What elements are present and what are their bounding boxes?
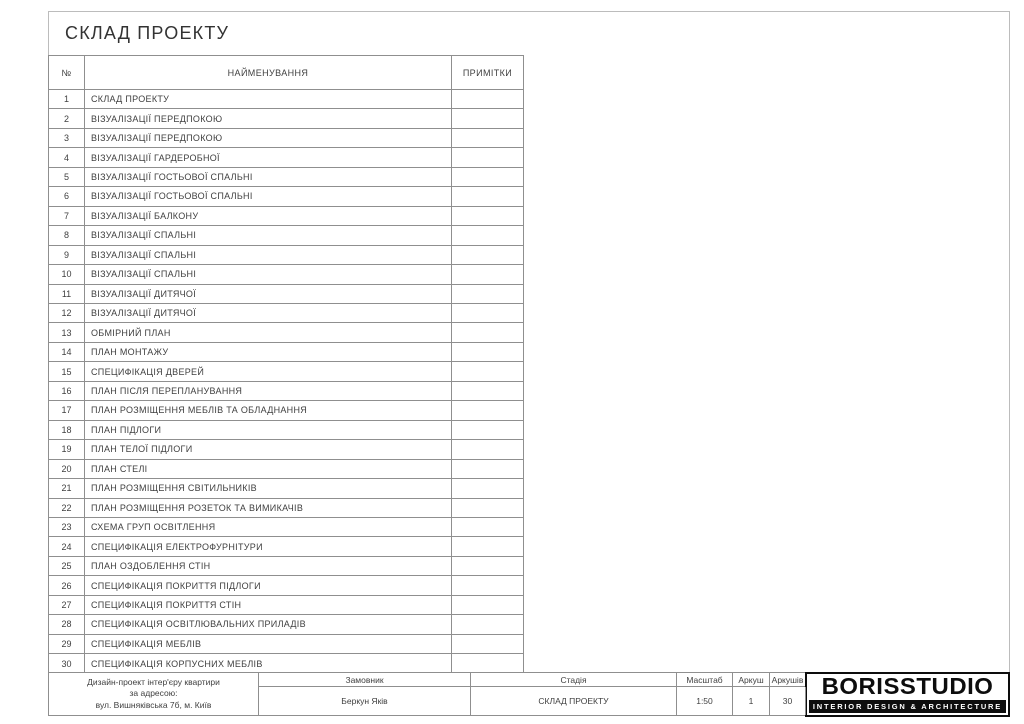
- row-name: ВІЗУАЛІЗАЦІЇ СПАЛЬНІ: [85, 226, 452, 244]
- row-notes: [452, 654, 523, 673]
- row-number: 6: [49, 187, 85, 205]
- row-name: ПЛАН МОНТАЖУ: [85, 343, 452, 361]
- row-name: СПЕЦИФІКАЦІЯ ЕЛЕКТРОФУРНІТУРИ: [85, 537, 452, 555]
- row-number: 8: [49, 226, 85, 244]
- row-name: ПЛАН СТЕЛІ: [85, 460, 452, 478]
- row-name: ПЛАН ОЗДОБЛЕННЯ СТІН: [85, 557, 452, 575]
- table-row: [49, 323, 523, 342]
- table-row: [49, 362, 523, 381]
- row-name: ВІЗУАЛІЗАЦІЇ ГАРДЕРОБНОЇ: [85, 148, 452, 166]
- project-contents-table: [48, 55, 524, 675]
- row-number: 19: [49, 440, 85, 458]
- row-number: 26: [49, 576, 85, 594]
- table-row: [49, 382, 523, 401]
- row-notes: [452, 285, 523, 303]
- row-notes: [452, 518, 523, 536]
- client-label: Замовник: [259, 673, 471, 687]
- table-row: [49, 615, 523, 634]
- row-name: СПЕЦИФІКАЦІЯ ПОКРИТТЯ ПІДЛОГИ: [85, 576, 452, 594]
- sheet-value: 1: [733, 687, 770, 715]
- row-number: 20: [49, 460, 85, 478]
- table-header-notes: ПРИМІТКИ: [462, 67, 513, 78]
- row-number: 4: [49, 148, 85, 166]
- table-row: [49, 90, 523, 109]
- row-number: 10: [49, 265, 85, 283]
- row-name: СПЕЦИФІКАЦІЯ ОСВІТЛЮВАЛЬНИХ ПРИЛАДІВ: [85, 615, 452, 633]
- row-number: 25: [49, 557, 85, 575]
- sheets-label: Аркушів: [770, 673, 806, 687]
- table-row: [49, 654, 523, 673]
- row-notes: [452, 401, 523, 419]
- row-name: СХЕМА ГРУП ОСВІТЛЕННЯ: [85, 518, 452, 536]
- row-name: ПЛАН ТЕЛОЇ ПІДЛОГИ: [85, 440, 452, 458]
- table-row: [49, 343, 523, 362]
- row-notes: [452, 226, 523, 244]
- table-row: [49, 168, 523, 187]
- row-name: ПЛАН РОЗМІЩЕННЯ МЕБЛІВ ТА ОБЛАДНАННЯ: [85, 401, 452, 419]
- row-notes: [452, 460, 523, 478]
- row-number: 11: [49, 285, 85, 303]
- table-row: [49, 596, 523, 615]
- client-value: Беркун Яків: [259, 687, 471, 715]
- row-number: 21: [49, 479, 85, 497]
- row-name: ВІЗУАЛІЗАЦІЇ СПАЛЬНІ: [85, 265, 452, 283]
- row-number: 12: [49, 304, 85, 322]
- row-number: 29: [49, 635, 85, 653]
- row-name: СПЕЦИФІКАЦІЯ ПОКРИТТЯ СТІН: [85, 596, 452, 614]
- row-number: 7: [49, 207, 85, 225]
- row-number: 30: [49, 654, 85, 673]
- row-notes: [452, 323, 523, 341]
- table-row: [49, 304, 523, 323]
- row-notes: [452, 421, 523, 439]
- project-description-line3: вул. Вишняківська 7б, м. Київ: [95, 699, 212, 710]
- row-name: ВІЗУАЛІЗАЦІЇ ДИТЯЧОЇ: [85, 304, 452, 322]
- row-name: ВІЗУАЛІЗАЦІЇ ДИТЯЧОЇ: [85, 285, 452, 303]
- row-name: ПЛАН РОЗМІЩЕННЯ СВІТИЛЬНИКІВ: [85, 479, 452, 497]
- scale-value: 1:50: [677, 687, 733, 715]
- row-notes: [452, 635, 523, 653]
- table-row: [49, 518, 523, 537]
- row-notes: [452, 362, 523, 380]
- row-notes: [452, 343, 523, 361]
- table-row: [49, 557, 523, 576]
- table-header-name: НАЙМЕНУВАННЯ: [85, 56, 452, 89]
- row-name: СКЛАД ПРОЕКТУ: [85, 90, 452, 108]
- row-notes: [452, 440, 523, 458]
- row-notes: [452, 168, 523, 186]
- table-row: [49, 109, 523, 128]
- row-number: 22: [49, 499, 85, 517]
- row-name: ВІЗУАЛІЗАЦІЇ ПЕРЕДПОКОЮ: [85, 129, 452, 147]
- table-row: [49, 537, 523, 556]
- row-notes: [452, 537, 523, 555]
- row-notes: [452, 304, 523, 322]
- row-notes: [452, 479, 523, 497]
- stage-value: СКЛАД ПРОЕКТУ: [471, 687, 677, 715]
- page-title: СКЛАД ПРОЕКТУ: [65, 23, 230, 43]
- row-notes: [452, 382, 523, 400]
- row-notes: [452, 615, 523, 633]
- row-notes: [452, 90, 523, 108]
- sheet-label: Аркуш: [733, 673, 770, 687]
- table-row: [49, 401, 523, 420]
- scale-label: Масштаб: [677, 673, 733, 687]
- sheets-value: 30: [770, 687, 806, 715]
- row-name: ВІЗУАЛІЗАЦІЇ СПАЛЬНІ: [85, 246, 452, 264]
- row-notes: [452, 187, 523, 205]
- table-row: [49, 226, 523, 245]
- row-number: 15: [49, 362, 85, 380]
- row-number: 24: [49, 537, 85, 555]
- row-notes: [452, 129, 523, 147]
- row-number: 13: [49, 323, 85, 341]
- studio-logo-tagline: INTERIOR DESIGN & ARCHITECTURE: [809, 700, 1006, 714]
- table-row: [49, 265, 523, 284]
- studio-logo: [805, 672, 1010, 717]
- table-row: [49, 635, 523, 654]
- row-notes: [452, 148, 523, 166]
- project-description: [49, 673, 259, 715]
- stage-label: Стадія: [471, 673, 677, 687]
- row-number: 27: [49, 596, 85, 614]
- table-row: [49, 421, 523, 440]
- table-row: [49, 207, 523, 226]
- title-block: [48, 672, 1010, 716]
- row-name: ПЛАН РОЗМІЩЕННЯ РОЗЕТОК ТА ВИМИКАЧІВ: [85, 499, 452, 517]
- row-name: СПЕЦИФІКАЦІЯ ДВЕРЕЙ: [85, 362, 452, 380]
- row-number: 28: [49, 615, 85, 633]
- table-row: [49, 440, 523, 459]
- row-name: ВІЗУАЛІЗАЦІЇ ПЕРЕДПОКОЮ: [85, 109, 452, 127]
- table-row: [49, 479, 523, 498]
- row-name: ОБМІРНИЙ ПЛАН: [85, 323, 452, 341]
- table-row: [49, 187, 523, 206]
- row-number: 16: [49, 382, 85, 400]
- project-description-line2: за адресою:: [129, 688, 178, 699]
- table-row: [49, 576, 523, 595]
- row-notes: [452, 207, 523, 225]
- row-number: 17: [49, 401, 85, 419]
- row-notes: [452, 265, 523, 283]
- row-notes: [452, 499, 523, 517]
- table-row: [49, 246, 523, 265]
- row-notes: [452, 109, 523, 127]
- table-row: [49, 129, 523, 148]
- row-name: СПЕЦИФІКАЦІЯ МЕБЛІВ: [85, 635, 452, 653]
- row-number: 5: [49, 168, 85, 186]
- row-notes: [452, 596, 523, 614]
- project-description-line1: Дизайн-проект інтер'єру квартири: [87, 677, 220, 688]
- row-name: ВІЗУАЛІЗАЦІЇ ГОСТЬОВОЇ СПАЛЬНІ: [85, 168, 452, 186]
- row-name: СПЕЦИФІКАЦІЯ КОРПУСНИХ МЕБЛІВ: [85, 654, 452, 673]
- table-header-row: [49, 56, 523, 90]
- row-number: 2: [49, 109, 85, 127]
- table-body: [49, 90, 523, 674]
- row-name: ПЛАН ПІДЛОГИ: [85, 421, 452, 439]
- table-row: [49, 460, 523, 479]
- row-number: 1: [49, 90, 85, 108]
- row-number: 23: [49, 518, 85, 536]
- row-name: ВІЗУАЛІЗАЦІЇ БАЛКОНУ: [85, 207, 452, 225]
- row-notes: [452, 576, 523, 594]
- table-row: [49, 285, 523, 304]
- row-notes: [452, 557, 523, 575]
- table-header-num: №: [49, 56, 85, 89]
- row-notes: [452, 246, 523, 264]
- table-row: [49, 499, 523, 518]
- row-number: 18: [49, 421, 85, 439]
- row-number: 14: [49, 343, 85, 361]
- studio-logo-name: BORISSTUDIO: [821, 673, 994, 699]
- table-row: [49, 148, 523, 167]
- row-name: ПЛАН ПІСЛЯ ПЕРЕПЛАНУВАННЯ: [85, 382, 452, 400]
- row-number: 9: [49, 246, 85, 264]
- row-name: ВІЗУАЛІЗАЦІЇ ГОСТЬОВОЇ СПАЛЬНІ: [85, 187, 452, 205]
- row-number: 3: [49, 129, 85, 147]
